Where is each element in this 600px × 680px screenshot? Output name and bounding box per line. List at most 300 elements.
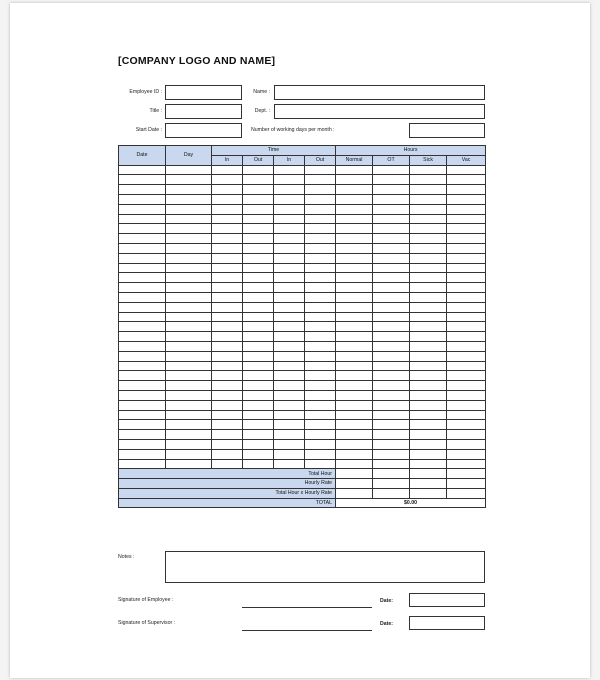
table-cell[interactable] xyxy=(212,322,243,332)
table-cell[interactable] xyxy=(305,449,336,459)
table-cell[interactable] xyxy=(336,449,373,459)
table-cell[interactable] xyxy=(166,204,212,214)
table-cell[interactable] xyxy=(119,273,166,283)
table-cell[interactable] xyxy=(212,283,243,293)
table-cell[interactable] xyxy=(243,430,274,440)
table-cell[interactable] xyxy=(336,341,373,351)
table-cell[interactable] xyxy=(119,234,166,244)
table-cell[interactable] xyxy=(305,341,336,351)
table-cell[interactable] xyxy=(119,439,166,449)
table-cell[interactable] xyxy=(274,283,305,293)
table-cell[interactable] xyxy=(447,332,486,342)
dept-field[interactable] xyxy=(274,104,485,119)
table-cell[interactable] xyxy=(243,214,274,224)
table-cell[interactable] xyxy=(212,194,243,204)
table-cell[interactable] xyxy=(243,292,274,302)
table-cell[interactable] xyxy=(336,175,373,185)
table-cell[interactable] xyxy=(243,390,274,400)
table-cell[interactable] xyxy=(336,371,373,381)
table-cell[interactable] xyxy=(373,439,410,449)
supervisor-signature-line[interactable] xyxy=(242,621,372,631)
table-cell[interactable] xyxy=(243,302,274,312)
table-cell[interactable] xyxy=(119,263,166,273)
table-cell[interactable] xyxy=(212,341,243,351)
table-cell[interactable] xyxy=(166,194,212,204)
table-cell[interactable] xyxy=(274,263,305,273)
table-cell[interactable] xyxy=(274,194,305,204)
table-cell[interactable] xyxy=(373,273,410,283)
table-cell[interactable] xyxy=(373,420,410,430)
table-cell[interactable] xyxy=(212,234,243,244)
table-cell[interactable] xyxy=(274,400,305,410)
table-cell[interactable] xyxy=(336,430,373,440)
table-cell[interactable] xyxy=(410,273,447,283)
table-cell[interactable] xyxy=(166,263,212,273)
table-cell[interactable] xyxy=(212,381,243,391)
table-cell[interactable] xyxy=(447,224,486,234)
table-cell[interactable] xyxy=(243,194,274,204)
table-cell[interactable] xyxy=(336,194,373,204)
table-cell[interactable] xyxy=(166,449,212,459)
title-field[interactable] xyxy=(165,104,242,119)
table-cell[interactable] xyxy=(166,253,212,263)
table-cell[interactable] xyxy=(336,253,373,263)
table-cell[interactable] xyxy=(447,283,486,293)
table-cell[interactable] xyxy=(166,341,212,351)
total-hour-vac[interactable] xyxy=(447,469,486,479)
table-cell[interactable] xyxy=(336,292,373,302)
table-cell[interactable] xyxy=(274,273,305,283)
table-cell[interactable] xyxy=(305,312,336,322)
table-cell[interactable] xyxy=(410,204,447,214)
table-cell[interactable] xyxy=(243,204,274,214)
table-cell[interactable] xyxy=(447,351,486,361)
table-cell[interactable] xyxy=(274,253,305,263)
table-cell[interactable] xyxy=(336,410,373,420)
table-cell[interactable] xyxy=(166,185,212,195)
start-date-field[interactable] xyxy=(165,123,242,138)
table-cell[interactable] xyxy=(336,273,373,283)
table-cell[interactable] xyxy=(305,322,336,332)
table-cell[interactable] xyxy=(212,459,243,469)
table-cell[interactable] xyxy=(373,341,410,351)
table-cell[interactable] xyxy=(119,341,166,351)
table-cell[interactable] xyxy=(410,400,447,410)
table-cell[interactable] xyxy=(274,224,305,234)
table-cell[interactable] xyxy=(305,459,336,469)
table-cell[interactable] xyxy=(166,273,212,283)
table-cell[interactable] xyxy=(119,302,166,312)
table-cell[interactable] xyxy=(119,224,166,234)
table-cell[interactable] xyxy=(373,302,410,312)
table-cell[interactable] xyxy=(305,390,336,400)
table-cell[interactable] xyxy=(119,400,166,410)
table-cell[interactable] xyxy=(447,165,486,175)
table-cell[interactable] xyxy=(336,332,373,342)
table-cell[interactable] xyxy=(274,459,305,469)
table-cell[interactable] xyxy=(447,302,486,312)
table-cell[interactable] xyxy=(336,204,373,214)
table-cell[interactable] xyxy=(243,283,274,293)
table-cell[interactable] xyxy=(373,322,410,332)
table-cell[interactable] xyxy=(212,243,243,253)
hourly-rate-normal[interactable] xyxy=(336,479,373,489)
table-cell[interactable] xyxy=(212,185,243,195)
table-cell[interactable] xyxy=(119,185,166,195)
hourly-rate-ot[interactable] xyxy=(373,479,410,489)
table-cell[interactable] xyxy=(447,459,486,469)
table-cell[interactable] xyxy=(447,194,486,204)
table-cell[interactable] xyxy=(447,204,486,214)
table-cell[interactable] xyxy=(166,420,212,430)
table-cell[interactable] xyxy=(410,420,447,430)
table-cell[interactable] xyxy=(212,400,243,410)
table-cell[interactable] xyxy=(212,312,243,322)
table-cell[interactable] xyxy=(243,371,274,381)
table-cell[interactable] xyxy=(119,283,166,293)
table-cell[interactable] xyxy=(410,341,447,351)
table-cell[interactable] xyxy=(305,410,336,420)
table-cell[interactable] xyxy=(373,430,410,440)
table-cell[interactable] xyxy=(166,312,212,322)
table-cell[interactable] xyxy=(305,175,336,185)
table-cell[interactable] xyxy=(373,351,410,361)
table-cell[interactable] xyxy=(243,234,274,244)
table-cell[interactable] xyxy=(305,234,336,244)
table-cell[interactable] xyxy=(447,371,486,381)
table-cell[interactable] xyxy=(212,292,243,302)
subtotal-vac[interactable] xyxy=(447,488,486,498)
table-cell[interactable] xyxy=(373,332,410,342)
table-cell[interactable] xyxy=(447,292,486,302)
table-cell[interactable] xyxy=(447,381,486,391)
table-cell[interactable] xyxy=(166,459,212,469)
table-cell[interactable] xyxy=(243,224,274,234)
table-cell[interactable] xyxy=(305,185,336,195)
table-cell[interactable] xyxy=(119,449,166,459)
table-cell[interactable] xyxy=(447,390,486,400)
table-cell[interactable] xyxy=(373,283,410,293)
table-cell[interactable] xyxy=(410,459,447,469)
table-cell[interactable] xyxy=(336,234,373,244)
table-cell[interactable] xyxy=(243,361,274,371)
table-cell[interactable] xyxy=(243,322,274,332)
table-cell[interactable] xyxy=(119,312,166,322)
table-cell[interactable] xyxy=(243,165,274,175)
table-cell[interactable] xyxy=(243,400,274,410)
table-cell[interactable] xyxy=(243,243,274,253)
total-hour-normal[interactable] xyxy=(336,469,373,479)
table-cell[interactable] xyxy=(410,175,447,185)
table-cell[interactable] xyxy=(243,381,274,391)
table-cell[interactable] xyxy=(447,243,486,253)
table-cell[interactable] xyxy=(119,253,166,263)
table-cell[interactable] xyxy=(119,214,166,224)
table-cell[interactable] xyxy=(119,390,166,400)
table-cell[interactable] xyxy=(305,253,336,263)
table-cell[interactable] xyxy=(447,420,486,430)
table-cell[interactable] xyxy=(212,224,243,234)
table-cell[interactable] xyxy=(166,224,212,234)
table-cell[interactable] xyxy=(447,185,486,195)
table-cell[interactable] xyxy=(119,351,166,361)
table-cell[interactable] xyxy=(410,322,447,332)
table-cell[interactable] xyxy=(274,312,305,322)
table-cell[interactable] xyxy=(373,234,410,244)
table-cell[interactable] xyxy=(274,420,305,430)
table-cell[interactable] xyxy=(274,381,305,391)
table-cell[interactable] xyxy=(447,253,486,263)
table-cell[interactable] xyxy=(119,332,166,342)
table-cell[interactable] xyxy=(274,390,305,400)
table-cell[interactable] xyxy=(447,273,486,283)
table-cell[interactable] xyxy=(410,351,447,361)
table-cell[interactable] xyxy=(274,165,305,175)
table-cell[interactable] xyxy=(243,341,274,351)
table-cell[interactable] xyxy=(410,185,447,195)
table-cell[interactable] xyxy=(305,400,336,410)
employee-id-field[interactable] xyxy=(165,85,242,100)
table-cell[interactable] xyxy=(119,371,166,381)
table-cell[interactable] xyxy=(274,322,305,332)
table-cell[interactable] xyxy=(410,439,447,449)
table-cell[interactable] xyxy=(119,292,166,302)
table-cell[interactable] xyxy=(274,351,305,361)
table-cell[interactable] xyxy=(274,449,305,459)
table-cell[interactable] xyxy=(336,390,373,400)
table-cell[interactable] xyxy=(212,361,243,371)
table-cell[interactable] xyxy=(119,194,166,204)
total-hour-sick[interactable] xyxy=(410,469,447,479)
table-cell[interactable] xyxy=(274,175,305,185)
table-cell[interactable] xyxy=(410,283,447,293)
table-cell[interactable] xyxy=(336,214,373,224)
table-cell[interactable] xyxy=(212,175,243,185)
table-cell[interactable] xyxy=(243,253,274,263)
table-cell[interactable] xyxy=(447,214,486,224)
table-cell[interactable] xyxy=(243,273,274,283)
table-cell[interactable] xyxy=(373,371,410,381)
table-cell[interactable] xyxy=(373,204,410,214)
table-cell[interactable] xyxy=(243,459,274,469)
table-cell[interactable] xyxy=(410,243,447,253)
table-cell[interactable] xyxy=(243,410,274,420)
table-cell[interactable] xyxy=(410,165,447,175)
table-cell[interactable] xyxy=(212,214,243,224)
table-cell[interactable] xyxy=(119,243,166,253)
table-cell[interactable] xyxy=(410,332,447,342)
table-cell[interactable] xyxy=(410,410,447,420)
table-cell[interactable] xyxy=(305,214,336,224)
table-cell[interactable] xyxy=(119,165,166,175)
table-cell[interactable] xyxy=(212,371,243,381)
table-cell[interactable] xyxy=(212,253,243,263)
table-cell[interactable] xyxy=(119,322,166,332)
table-cell[interactable] xyxy=(373,263,410,273)
table-cell[interactable] xyxy=(447,400,486,410)
table-cell[interactable] xyxy=(166,439,212,449)
table-cell[interactable] xyxy=(305,273,336,283)
table-cell[interactable] xyxy=(274,185,305,195)
table-cell[interactable] xyxy=(336,400,373,410)
table-cell[interactable] xyxy=(373,381,410,391)
table-cell[interactable] xyxy=(305,332,336,342)
table-cell[interactable] xyxy=(243,420,274,430)
table-cell[interactable] xyxy=(336,381,373,391)
table-cell[interactable] xyxy=(305,420,336,430)
subtotal-normal[interactable] xyxy=(336,488,373,498)
subtotal-sick[interactable] xyxy=(410,488,447,498)
name-field[interactable] xyxy=(274,85,485,100)
table-cell[interactable] xyxy=(166,390,212,400)
table-cell[interactable] xyxy=(305,381,336,391)
table-cell[interactable] xyxy=(410,381,447,391)
table-cell[interactable] xyxy=(305,263,336,273)
table-cell[interactable] xyxy=(212,351,243,361)
table-cell[interactable] xyxy=(305,283,336,293)
table-cell[interactable] xyxy=(166,381,212,391)
table-cell[interactable] xyxy=(274,234,305,244)
table-cell[interactable] xyxy=(212,165,243,175)
table-cell[interactable] xyxy=(305,292,336,302)
table-cell[interactable] xyxy=(336,185,373,195)
table-cell[interactable] xyxy=(305,224,336,234)
table-cell[interactable] xyxy=(373,390,410,400)
table-cell[interactable] xyxy=(243,263,274,273)
table-cell[interactable] xyxy=(166,351,212,361)
table-cell[interactable] xyxy=(274,204,305,214)
table-cell[interactable] xyxy=(336,439,373,449)
table-cell[interactable] xyxy=(166,214,212,224)
table-cell[interactable] xyxy=(119,175,166,185)
table-cell[interactable] xyxy=(410,253,447,263)
table-cell[interactable] xyxy=(410,194,447,204)
table-cell[interactable] xyxy=(410,302,447,312)
table-cell[interactable] xyxy=(336,420,373,430)
table-cell[interactable] xyxy=(212,273,243,283)
table-cell[interactable] xyxy=(274,292,305,302)
table-cell[interactable] xyxy=(447,361,486,371)
table-cell[interactable] xyxy=(212,390,243,400)
table-cell[interactable] xyxy=(274,439,305,449)
table-cell[interactable] xyxy=(336,361,373,371)
notes-field[interactable] xyxy=(165,551,485,583)
table-cell[interactable] xyxy=(274,341,305,351)
table-cell[interactable] xyxy=(447,341,486,351)
table-cell[interactable] xyxy=(166,243,212,253)
table-cell[interactable] xyxy=(373,194,410,204)
table-cell[interactable] xyxy=(243,332,274,342)
table-cell[interactable] xyxy=(166,283,212,293)
table-cell[interactable] xyxy=(119,430,166,440)
table-cell[interactable] xyxy=(166,361,212,371)
table-cell[interactable] xyxy=(243,351,274,361)
table-cell[interactable] xyxy=(336,322,373,332)
table-cell[interactable] xyxy=(243,175,274,185)
table-cell[interactable] xyxy=(373,312,410,322)
working-days-field[interactable] xyxy=(409,123,485,138)
table-cell[interactable] xyxy=(305,361,336,371)
table-cell[interactable] xyxy=(274,361,305,371)
table-cell[interactable] xyxy=(373,253,410,263)
table-cell[interactable] xyxy=(373,243,410,253)
table-cell[interactable] xyxy=(274,214,305,224)
table-cell[interactable] xyxy=(166,322,212,332)
table-cell[interactable] xyxy=(410,449,447,459)
table-cell[interactable] xyxy=(447,175,486,185)
table-cell[interactable] xyxy=(336,224,373,234)
table-cell[interactable] xyxy=(166,175,212,185)
table-cell[interactable] xyxy=(410,312,447,322)
table-cell[interactable] xyxy=(305,204,336,214)
total-hour-ot[interactable] xyxy=(373,469,410,479)
table-cell[interactable] xyxy=(373,361,410,371)
table-cell[interactable] xyxy=(274,332,305,342)
table-cell[interactable] xyxy=(373,449,410,459)
table-cell[interactable] xyxy=(305,302,336,312)
table-cell[interactable] xyxy=(166,292,212,302)
table-cell[interactable] xyxy=(274,243,305,253)
table-cell[interactable] xyxy=(373,214,410,224)
table-cell[interactable] xyxy=(212,332,243,342)
table-cell[interactable] xyxy=(212,449,243,459)
table-cell[interactable] xyxy=(305,194,336,204)
subtotal-ot[interactable] xyxy=(373,488,410,498)
table-cell[interactable] xyxy=(212,430,243,440)
table-cell[interactable] xyxy=(212,420,243,430)
table-cell[interactable] xyxy=(373,175,410,185)
table-cell[interactable] xyxy=(373,292,410,302)
table-cell[interactable] xyxy=(410,371,447,381)
table-cell[interactable] xyxy=(447,312,486,322)
table-cell[interactable] xyxy=(410,214,447,224)
table-cell[interactable] xyxy=(373,224,410,234)
table-cell[interactable] xyxy=(410,292,447,302)
table-cell[interactable] xyxy=(373,400,410,410)
table-cell[interactable] xyxy=(447,263,486,273)
table-cell[interactable] xyxy=(447,234,486,244)
table-cell[interactable] xyxy=(305,371,336,381)
table-cell[interactable] xyxy=(447,439,486,449)
employee-date-field[interactable] xyxy=(409,593,485,607)
table-cell[interactable] xyxy=(447,449,486,459)
table-cell[interactable] xyxy=(373,165,410,175)
table-cell[interactable] xyxy=(373,410,410,420)
table-cell[interactable] xyxy=(274,302,305,312)
table-cell[interactable] xyxy=(410,263,447,273)
table-cell[interactable] xyxy=(336,263,373,273)
table-cell[interactable] xyxy=(305,351,336,361)
table-cell[interactable] xyxy=(212,302,243,312)
table-cell[interactable] xyxy=(212,410,243,420)
table-cell[interactable] xyxy=(373,459,410,469)
table-cell[interactable] xyxy=(410,390,447,400)
table-cell[interactable] xyxy=(336,283,373,293)
table-cell[interactable] xyxy=(119,459,166,469)
table-cell[interactable] xyxy=(336,165,373,175)
table-cell[interactable] xyxy=(166,371,212,381)
table-cell[interactable] xyxy=(166,302,212,312)
table-cell[interactable] xyxy=(166,332,212,342)
table-cell[interactable] xyxy=(373,185,410,195)
table-cell[interactable] xyxy=(212,439,243,449)
table-cell[interactable] xyxy=(212,263,243,273)
table-cell[interactable] xyxy=(243,439,274,449)
table-cell[interactable] xyxy=(119,420,166,430)
table-cell[interactable] xyxy=(119,361,166,371)
table-cell[interactable] xyxy=(336,351,373,361)
table-cell[interactable] xyxy=(336,302,373,312)
